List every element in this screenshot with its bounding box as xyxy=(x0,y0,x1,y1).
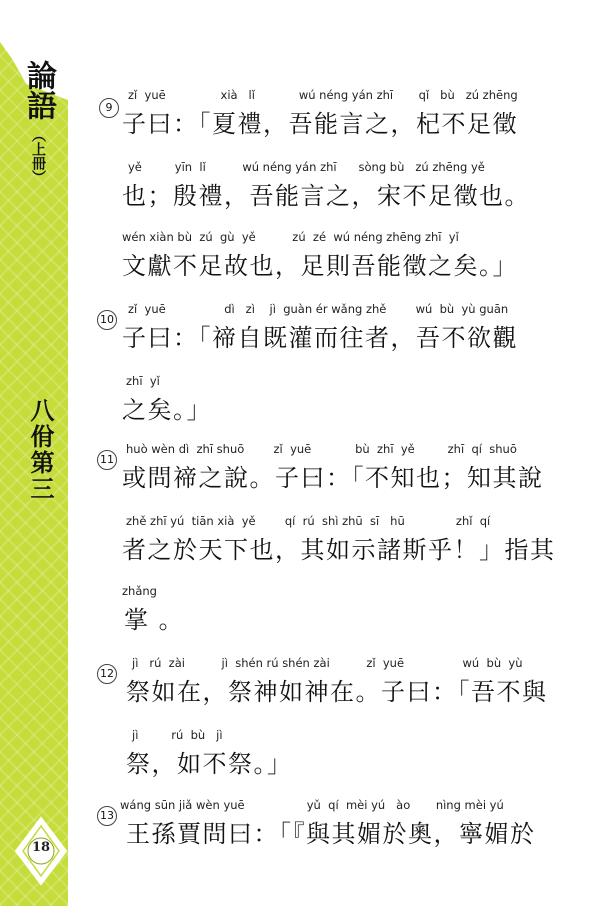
verse-number: 12 xyxy=(97,664,117,684)
verse-line xyxy=(0,372,610,432)
chinese-line: 或問禘之說。子曰：「不知也；知其說 xyxy=(122,464,544,492)
pinyin-line: jì rú zài jì shén rú shén zài zǐ yuē wú bù yù xyxy=(132,656,523,670)
verse-number: 10 xyxy=(97,310,117,330)
verse-number: 9 xyxy=(99,98,119,118)
book-title: 論語 xyxy=(21,60,56,120)
pinyin-line: yě yīn lǐ wú néng yán zhī sòng bù zú zhēng yě xyxy=(128,160,485,174)
pinyin-line: zǐ yuē xià lǐ wú néng yán zhī qǐ bù zú zhēng xyxy=(128,88,518,102)
volume-label: （上冊） xyxy=(30,128,46,184)
chapter-title: 八佾第三 xyxy=(26,398,55,502)
verse-line xyxy=(0,228,610,288)
chinese-line: 子曰：「夏禮，吾能言之，杞不足徵 xyxy=(122,110,518,138)
pinyin-line: zǐ yuē dì zì jì guàn ér wǎng zhě wú bù yù guān xyxy=(128,302,509,316)
verse-line xyxy=(0,654,610,714)
verse-number: 11 xyxy=(97,450,117,470)
pinyin-line: wén xiàn bù zú gù yě zú zé wú néng zhēng zhī yǐ xyxy=(122,230,459,244)
pinyin-line: jì rú bù jì xyxy=(132,728,223,742)
chinese-line: 者之於天下也，其如示諸斯乎！」指其 xyxy=(122,536,556,564)
verse-line xyxy=(0,158,610,218)
chinese-line: 王孫賈問曰：「『與其媚於奧，寧媚於 xyxy=(126,820,536,848)
chinese-line: 之矣。」 xyxy=(122,396,212,424)
chinese-line: 也；殷禮，吾能言之，宋不足徵也。 xyxy=(122,182,530,210)
chinese-line: 祭如在，祭神如神在。子曰：「吾不與 xyxy=(126,678,548,706)
chinese-line: 掌 。 xyxy=(124,606,185,634)
verse-line xyxy=(0,440,610,500)
pinyin-line: zhǎng xyxy=(122,584,157,598)
pinyin-line: zhī yǐ xyxy=(126,374,160,388)
verse-line xyxy=(0,796,610,856)
chinese-line: 文獻不足故也，足則吾能徵之矣。」 xyxy=(122,252,518,280)
verse-line xyxy=(0,86,610,146)
verse-line xyxy=(0,582,610,642)
verse-line xyxy=(0,512,610,572)
chinese-line: 子曰：「禘自既灌而往者，吾不欲觀 xyxy=(122,324,518,352)
pinyin-line: wáng sūn jiǎ wèn yuē yǔ qí mèi yú ào nìng mèi yú xyxy=(120,798,504,812)
verse-line xyxy=(0,300,610,360)
verse-number: 13 xyxy=(97,806,117,826)
page-number: 18 xyxy=(31,840,51,855)
verse-line xyxy=(0,726,610,786)
pinyin-line: zhě zhī yú tiān xià yě qí rú shì zhū sī hū zhǐ qí xyxy=(126,514,491,528)
chinese-line: 祭，如不祭。」 xyxy=(126,750,293,778)
pinyin-line: huò wèn dì zhī shuō zǐ yuē bù zhī yě zhī qí shuō xyxy=(126,442,517,456)
